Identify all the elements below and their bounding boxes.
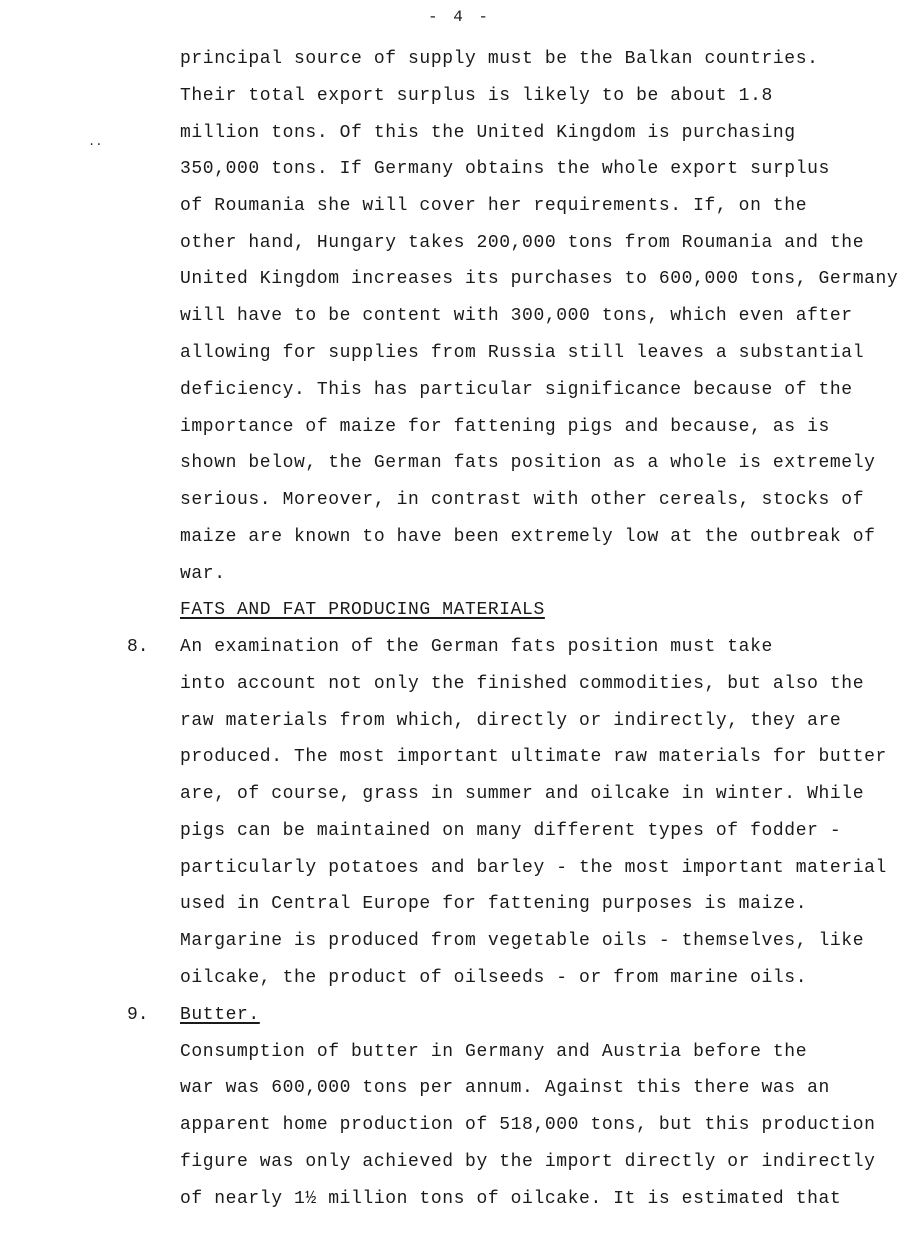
text-line: raw materials from which, directly or indirectly, they are	[180, 711, 842, 731]
text-line: importance of maize for fattening pigs and because, as is	[180, 417, 830, 437]
text-line: of nearly 1½ million tons of oilcake. It is estimated that	[180, 1189, 842, 1209]
text-line: maize are known to have been extremely low at the outbreak of	[180, 527, 876, 547]
section-heading: Butter.	[180, 1005, 260, 1025]
text-line: war.	[180, 564, 226, 584]
text-line: United Kingdom increases its purchases to 600,000 tons, Germany	[180, 269, 899, 289]
text-line: principal source of supply must be the Balkan countries.	[180, 49, 819, 69]
text-line: oilcake, the product of oilseeds - or from marine oils.	[180, 968, 808, 988]
paragraph-number: 8.	[127, 637, 149, 657]
text-line: pigs can be maintained on many different types of fodder -	[180, 821, 842, 841]
text-line: into account not only the finished commodities, but also the	[180, 674, 865, 694]
text-line: Consumption of butter in Germany and Austria before the	[180, 1042, 808, 1062]
text-line: produced. The most important ultimate raw materials for butter	[180, 747, 887, 767]
text-line: Margarine is produced from vegetable oils - themselves, like	[180, 931, 865, 951]
text-line: of Roumania she will cover her requirements. If, on the	[180, 196, 808, 216]
paragraph-number: 9.	[127, 1005, 149, 1025]
text-line: shown below, the German fats position as a whole is extremely	[180, 453, 876, 473]
text-line: war was 600,000 tons per annum. Against this there was an	[180, 1078, 830, 1098]
text-line: deficiency. This has particular significance because of the	[180, 380, 853, 400]
page-number: - 4 -	[428, 8, 492, 26]
text-line: used in Central Europe for fattening purposes is maize.	[180, 894, 808, 914]
text-line: other hand, Hungary takes 200,000 tons from Roumania and the	[180, 233, 865, 253]
text-line: allowing for supplies from Russia still leaves a substantial	[180, 343, 865, 363]
text-line: apparent home production of 518,000 tons, but this production	[180, 1115, 876, 1135]
text-line: million tons. Of this the United Kingdom is purchasing	[180, 123, 796, 143]
section-heading: FATS AND FAT PRODUCING MATERIALS	[180, 600, 545, 620]
text-line: 350,000 tons. If Germany obtains the whole export surplus	[180, 159, 830, 179]
text-line: will have to be content with 300,000 tons, which even after	[180, 306, 853, 326]
text-line: figure was only achieved by the import directly or indirectly	[180, 1152, 876, 1172]
margin-mark: ..	[88, 135, 103, 149]
text-line: are, of course, grass in summer and oilcake in winter. While	[180, 784, 865, 804]
text-line: An examination of the German fats position must take	[180, 637, 773, 657]
text-line: serious. Moreover, in contrast with other cereals, stocks of	[180, 490, 865, 510]
text-line: particularly potatoes and barley - the most important material	[180, 858, 887, 878]
text-line: Their total export surplus is likely to be about 1.8	[180, 86, 773, 106]
